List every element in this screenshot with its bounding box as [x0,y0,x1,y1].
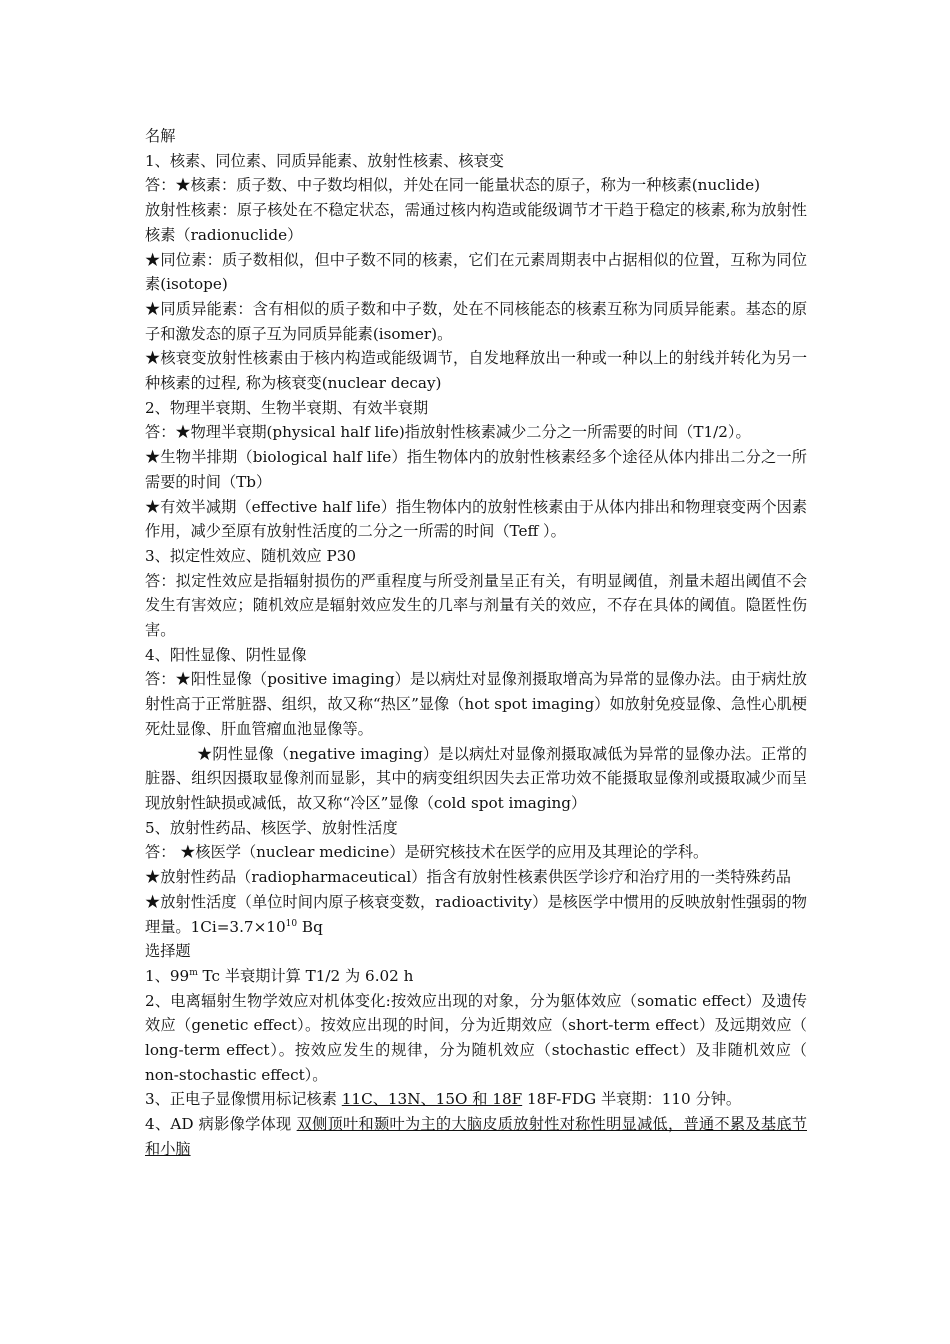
answer-positive-imaging: 答：★阳性显像（positive imaging）是以病灶对显像剂摄取增高为异常的显像办法。由于病灶放射性高于正常脏器、组织，故又称“热区”显像（hot spot imaging）如放射免疫显像、急性心肌梗死灶显像、肝血管瘤血池显像等。 [145,670,807,738]
answer-physical-half-life: 答：★物理半衰期(physical half life)指放射性核素减少二分之一所需要的时间（T1/2）。 [145,423,751,442]
choice-3-answer: 11C、13N、15O 和 18F [341,1090,523,1109]
answer-nuclide: 答：★核素：质子数、中子数均相似，并处在同一能量状态的原子，称为一种核素(nuclide) [145,176,761,195]
exponent: 10 [285,918,298,929]
question-1-title: 1、核素、同位素、同质异能素、放射性核素、核衰变 [145,151,504,170]
choice-3-text: 3、正电子显像惯用标记核素 [145,1090,342,1109]
question-4-title: 4、阳性显像、阴性显像 [145,645,307,664]
choice-4-answer: 双侧顶叶和颞叶为主的大脑皮质放射性对称性明显减低，普通不累及基底节和小脑 [145,1115,807,1158]
question-5-title: 5、放射性药品、核医学、放射性活度 [145,818,398,837]
question-3-title: 3、拟定性效应、随机效应 P30 [145,546,357,565]
answer-radionuclide: 放射性核素：原子核处在不稳定状态，需通过核内构造或能级调节才干趋于稳定的核素,称为放射性核素（radionuclide） [145,201,807,244]
radioactivity-text: ★放射性活度（单位时间内原子核衰变数，radioactivity）是核医学中惯用的反映放射性强弱的物理量。1Ci=3.7×10 [145,892,807,936]
choice-1-prefix: 1、99 [145,966,190,985]
choice-3-tail: 18F-FDG 半衰期：110 分钟。 [522,1090,742,1109]
radioactivity-unit: Bq [297,917,323,936]
section-heading-choice: 选择题 [145,942,191,961]
question-2-title: 2、物理半衰期、生物半衰期、有效半衰期 [145,398,429,417]
choice-1-text: Tc 半衰期计算 T1/2 为 6.02 h [197,966,414,985]
choice-3 [145,1087,807,1112]
answer-biological-half-life: ★生物半排期（biological half life）指生物体内的放射性核素经多个途径从体内排出二分之一所需要的时间（Tb） [145,448,807,491]
answer-nuclear-medicine: 答： ★核医学（nuclear medicine）是研究核技术在医学的应用及其理论的学科。 [145,843,709,862]
choice-4-text: 4、AD 病影像学体现 [145,1115,297,1134]
answer-deterministic-effect: 答：拟定性效应是指辐射损伤的严重程度与所受剂量呈正有关，有明显阈值，剂量未超出阈值不会发生有害效应；随机效应是辐射效应发生的几率与剂量有关的效应，不存在具体的阈值。隐匿性伤害。 [145,571,807,640]
metastable-superscript: m [189,967,198,978]
answer-radiopharmaceutical: ★放射性药品（radiopharmaceutical）指含有放射性核素供医学诊疗和治疗用的一类特殊药品 [145,868,791,887]
section-heading-terms: 名解 [145,127,176,145]
choice-1 [145,964,807,989]
answer-effective-half-life: ★有效半减期（effective half life）指生物体内的放射性核素由于从体内排出和物理衰变两个因素作用，减少至原有放射性活度的二分之一所需的时间（Teff ）。 [145,497,807,541]
choice-4 [145,1112,807,1161]
choice-2: 2、电离辐射生物学效应对机体变化:按效应出现的对象，分为躯体效应（somatic effect）及遗传效应（genetic effect）。按效应出现的时间，分为近期效应（short-term effect）及远期效应（ long-term effect）。按效应发生的规律，分为随机效应（stochastic effect）及非随机效应（ non-stochastic effect）。 [145,991,807,1084]
answer-isotope: ★同位素：质子数相似，但中子数不同的核素，它们在元素周期表中占据相似的位置，互称为同位素(isotope) [145,250,807,294]
answer-isomer: ★同质异能素：含有相似的质子数和中子数，处在不同核能态的核素互称为同质异能素。基态的原子和激发态的原子互为同质异能素(isomer)。 [145,299,807,343]
answer-radioactivity [145,890,807,939]
answer-negative-imaging: ★阴性显像（negative imaging）是以病灶对显像剂摄取减低为异常的显像办法。正常的脏器、组织因摄取显像剂而显影，其中的病变组织因失去正常功效不能摄取显像剂或摄取减少而呈现放射性缺损或减低，故又称“冷区”显像（cold spot imaging） [145,744,807,812]
document-page [145,124,807,1162]
answer-nuclear-decay: ★核衰变放射性核素由于核内构造或能级调节，自发地释放出一种或一种以上的射线并转化为另一种核素的过程, 称为核衰变(nuclear decay) [145,349,807,393]
